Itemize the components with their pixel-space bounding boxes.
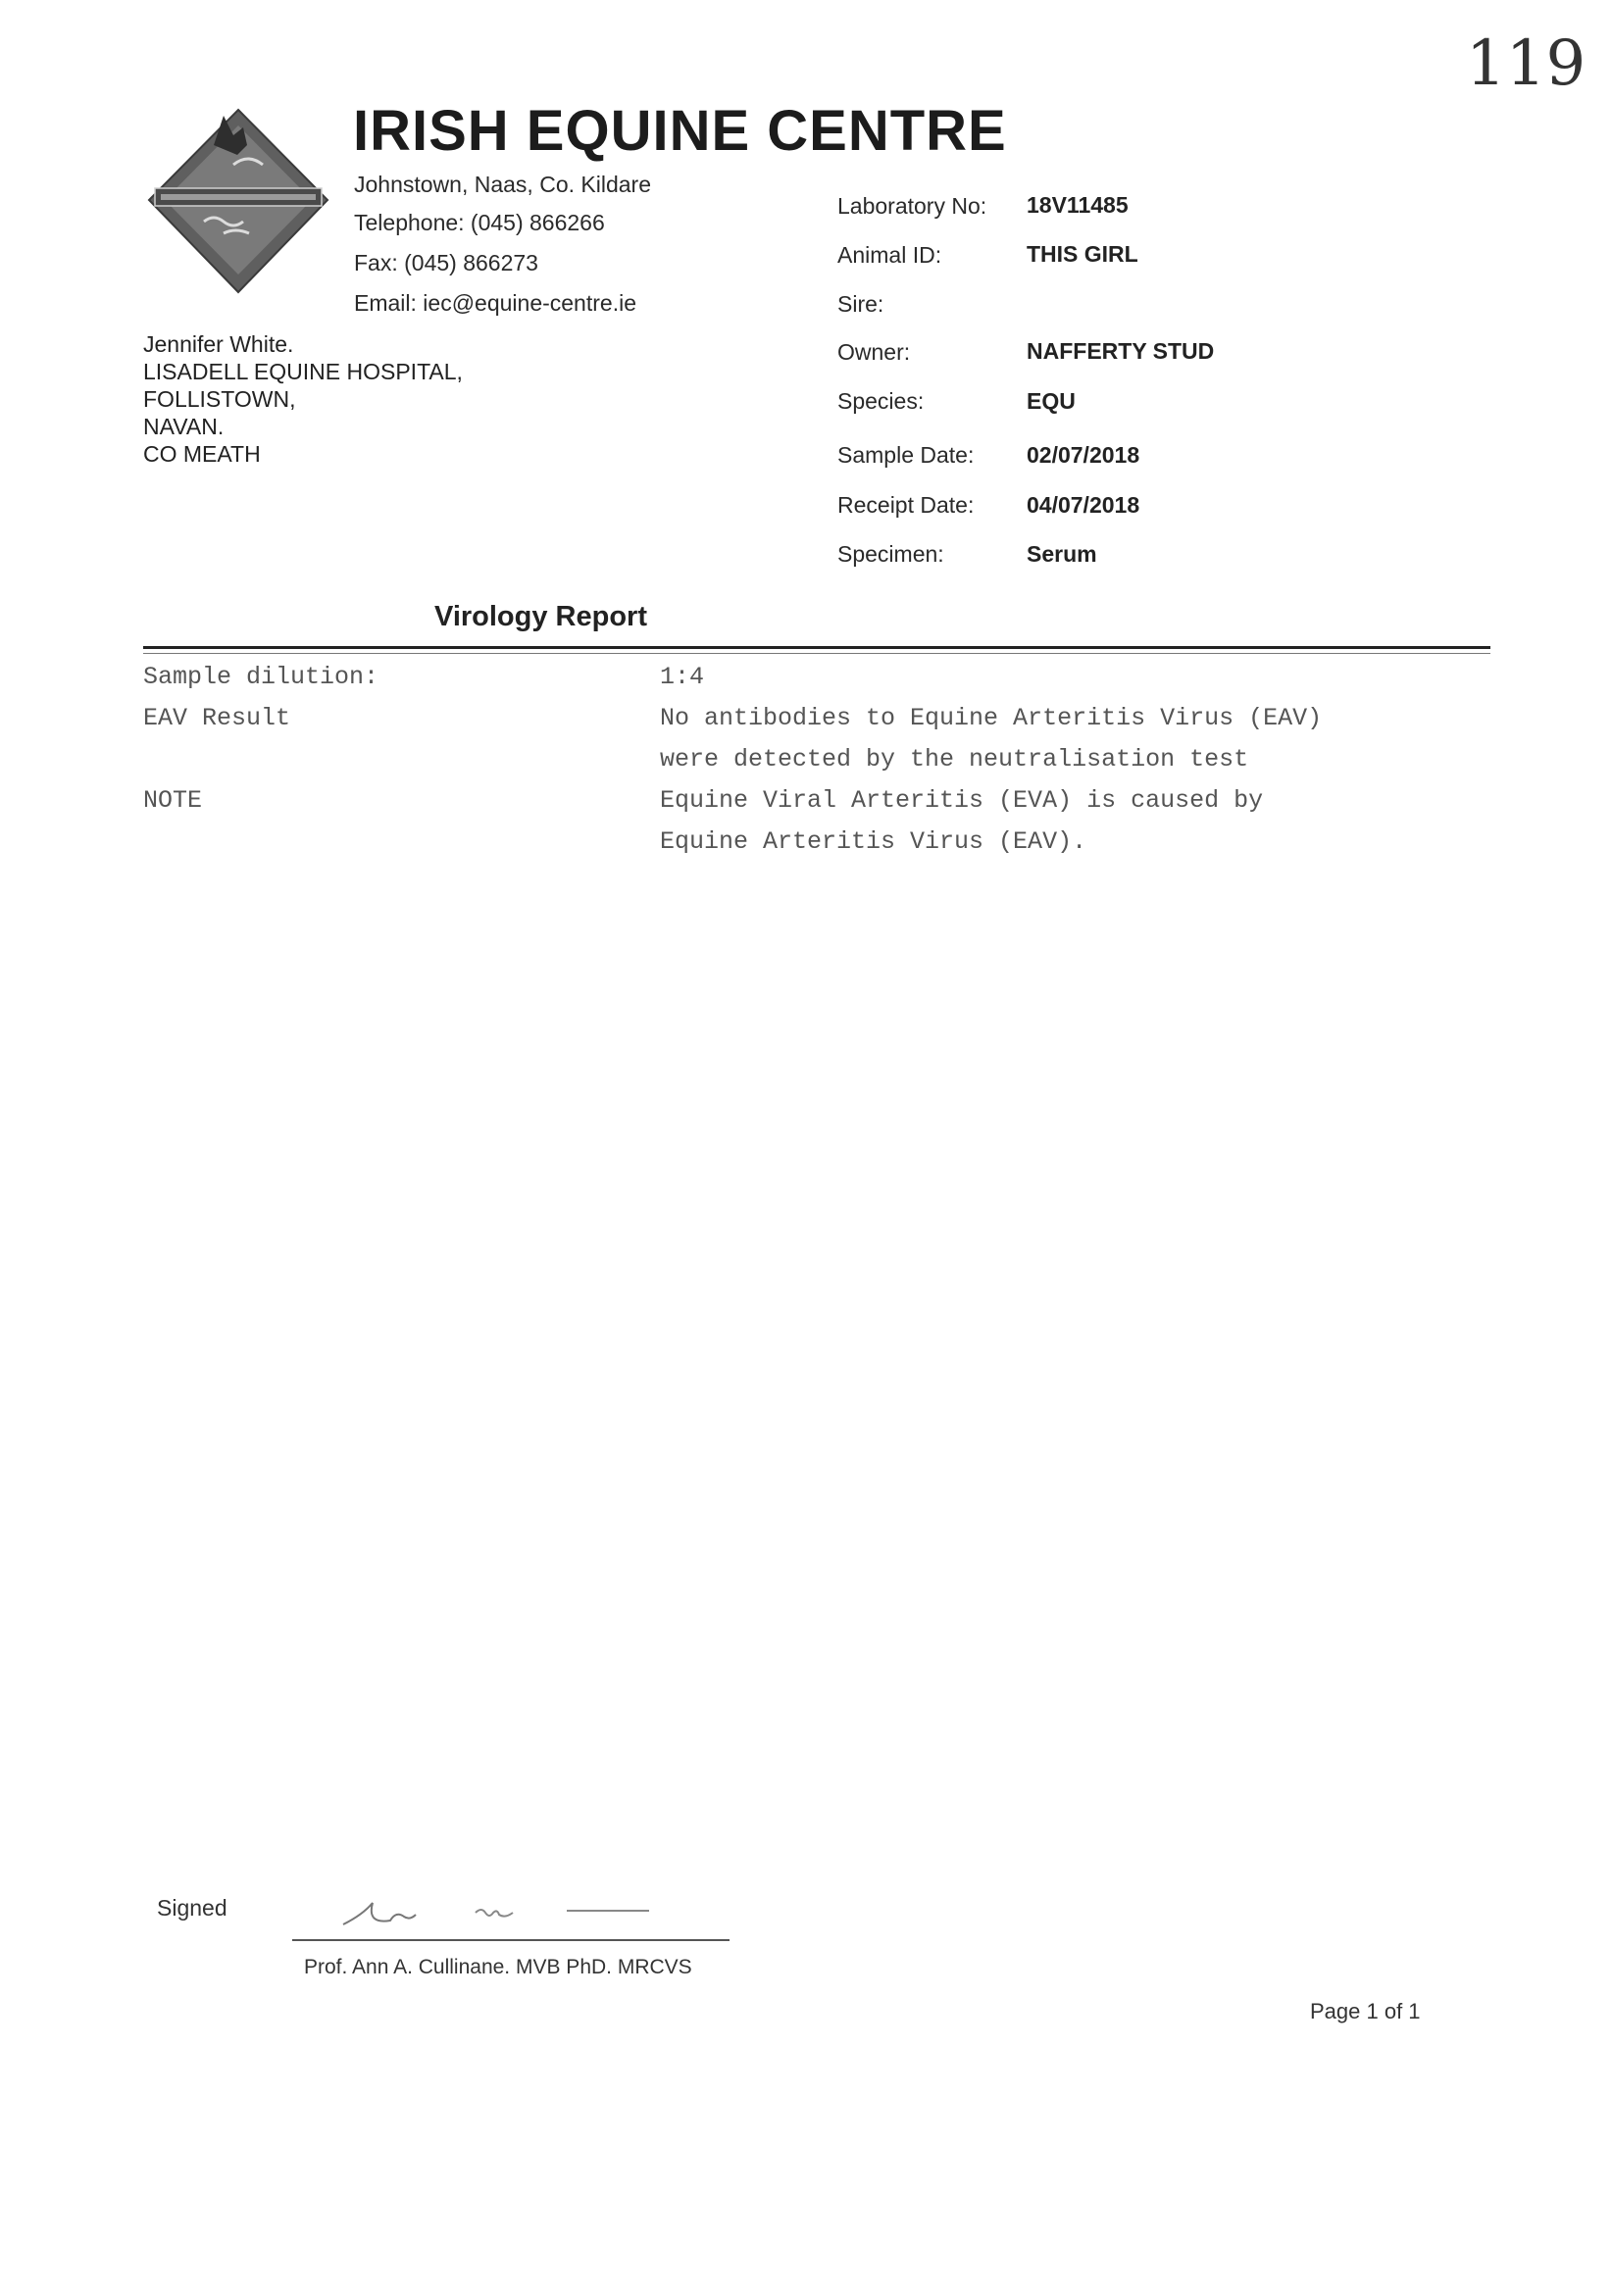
report-value-eav-result-line-1: No antibodies to Equine Arteritis Virus (EAV) <box>660 704 1323 732</box>
recipient-line-5: CO MEATH <box>143 441 261 467</box>
org-name: IRISH EQUINE CENTRE <box>353 99 1007 163</box>
signed-label: Signed <box>157 1895 227 1921</box>
detail-value-receipt-date: 04/07/2018 <box>1027 492 1140 518</box>
signer-name: Prof. Ann A. Cullinane. MVB PhD. MRCVS <box>304 1956 692 1978</box>
detail-label-laboratory-no: Laboratory No: <box>837 193 987 219</box>
report-value-note-line-1: Equine Viral Arteritis (EVA) is caused by <box>660 786 1264 815</box>
detail-value-species: EQU <box>1027 388 1076 414</box>
recipient-line-2: LISADELL EQUINE HOSPITAL, <box>143 359 463 384</box>
detail-label-sample-date: Sample Date: <box>837 442 975 468</box>
detail-value-sample-date: 02/07/2018 <box>1027 442 1140 468</box>
handwritten-signature <box>333 1887 667 1936</box>
signature-line <box>292 1939 730 1941</box>
recipient-name: Jennifer White. <box>143 331 294 357</box>
report-label-sample-dilution: Sample dilution: <box>143 663 379 691</box>
detail-label-specimen: Specimen: <box>837 541 944 567</box>
detail-label-sire: Sire: <box>837 291 884 317</box>
org-telephone: Telephone: (045) 866266 <box>354 210 605 235</box>
report-label-eav-result: EAV Result <box>143 704 291 732</box>
detail-label-owner: Owner: <box>837 339 911 365</box>
irish-equine-centre-logo <box>145 106 331 298</box>
detail-value-laboratory-no: 18V11485 <box>1027 192 1129 218</box>
detail-label-animal-id: Animal ID: <box>837 242 942 268</box>
report-value-sample-dilution: 1:4 <box>660 663 705 691</box>
report-title: Virology Report <box>434 601 647 632</box>
header-rule-thin <box>143 653 1490 654</box>
org-address: Johnstown, Naas, Co. Kildare <box>354 172 651 197</box>
report-label-note: NOTE <box>143 786 203 815</box>
org-email: Email: iec@equine-centre.ie <box>354 290 636 316</box>
detail-value-specimen: Serum <box>1027 541 1097 567</box>
recipient-line-3: FOLLISTOWN, <box>143 386 296 412</box>
recipient-line-4: NAVAN. <box>143 414 225 439</box>
page-number: Page 1 of 1 <box>1310 1999 1421 2023</box>
detail-value-animal-id: THIS GIRL <box>1027 241 1138 267</box>
header-rule <box>143 646 1490 649</box>
detail-label-receipt-date: Receipt Date: <box>837 492 975 518</box>
detail-label-species: Species: <box>837 388 925 414</box>
report-value-note-line-2: Equine Arteritis Virus (EAV). <box>660 827 1087 856</box>
handwritten-page-number: 119 <box>1466 27 1587 100</box>
report-value-eav-result-line-2: were detected by the neutralisation test <box>660 745 1249 774</box>
org-fax: Fax: (045) 866273 <box>354 250 538 275</box>
detail-value-owner: NAFFERTY STUD <box>1027 338 1215 364</box>
